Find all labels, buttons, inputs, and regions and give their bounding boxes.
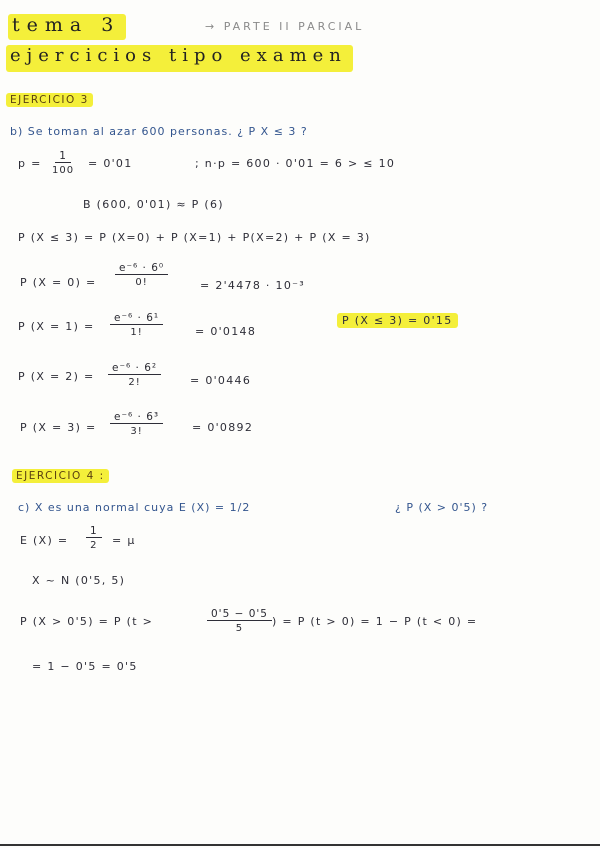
expectation-lhs: E (X) =: [20, 534, 69, 547]
p0-lhs: P (X = 0) =: [20, 276, 97, 289]
p3-denominator: 3!: [130, 426, 143, 437]
p-definition-value: = 0'01: [88, 157, 133, 170]
prob-denominator: 5: [235, 623, 244, 634]
result-highlight: P (X ≤ 3) = 0'15: [337, 313, 458, 328]
p1-denominator: 1!: [130, 327, 143, 338]
prob-lhs: P (X > 0'5) = P (t >: [20, 615, 154, 628]
exercise-4-question-prob: ¿ P (X > 0'5) ?: [395, 501, 489, 514]
p3-rhs: = 0'0892: [192, 421, 254, 434]
exercise-4-label: EJERCICIO 4 :: [12, 469, 109, 483]
section-title: ejercicios tipo examen: [6, 45, 353, 72]
p1-numerator: e⁻⁶ · 6¹: [110, 312, 163, 325]
p1-fraction: [110, 312, 163, 338]
p-fraction-numerator: 1: [55, 150, 71, 163]
binomial-approximation: B (600, 0'01) ≈ P (6): [83, 198, 224, 211]
prob-numerator: 0'5 − 0'5: [207, 608, 272, 621]
p3-numerator: e⁻⁶ · 6³: [110, 411, 163, 424]
p2-rhs: = 0'0446: [190, 374, 252, 387]
p1-rhs: = 0'0148: [195, 325, 257, 338]
exercise-3-label: EJERCICIO 3: [6, 93, 93, 107]
p0-fraction: [115, 262, 168, 288]
expectation-rhs: = μ: [112, 534, 136, 547]
p2-fraction: [108, 362, 161, 388]
prob-fraction: [207, 608, 272, 634]
p-definition-prefix: p =: [18, 157, 42, 170]
expectation-denominator: 2: [90, 540, 98, 551]
final-result: = 1 − 0'5 = 0'5: [32, 660, 138, 673]
p0-denominator: 0!: [135, 277, 148, 288]
p3-fraction: [110, 411, 163, 437]
prob-rhs: ) = P (t > 0) = 1 − P (t < 0) =: [272, 615, 478, 628]
cumulative-sum: P (X ≤ 3) = P (X=0) + P (X=1) + P(X=2) + P (X = 3): [18, 231, 371, 244]
expectation-fraction: [86, 525, 102, 551]
p-fraction: [52, 150, 74, 176]
exercise-3-question: b) Se toman al azar 600 personas. ¿ P X ≤ 3 ?: [10, 125, 308, 138]
p0-numerator: e⁻⁶ · 6⁰: [115, 262, 168, 275]
exercise-4-question: c) X es una normal cuya E (X) = 1/2: [18, 501, 251, 514]
p3-lhs: P (X = 3) =: [20, 421, 97, 434]
page-subtitle: → PARTE II PARCIAL: [205, 20, 365, 33]
page-bottom-edge: [0, 844, 600, 846]
p-fraction-denominator: 100: [52, 165, 75, 176]
normal-distribution: X ~ N (0'5, 5): [32, 574, 126, 587]
p0-rhs: = 2'4478 · 10⁻³: [200, 279, 305, 292]
p2-denominator: 2!: [128, 377, 141, 388]
p2-lhs: P (X = 2) =: [18, 370, 95, 383]
p1-lhs: P (X = 1) =: [18, 320, 95, 333]
expectation-numerator: 1: [86, 525, 102, 538]
p2-numerator: e⁻⁶ · 6²: [108, 362, 161, 375]
np-condition: ; n·p = 600 · 0'01 = 6 > ≤ 10: [195, 157, 396, 170]
page-title: tema 3: [8, 14, 126, 40]
